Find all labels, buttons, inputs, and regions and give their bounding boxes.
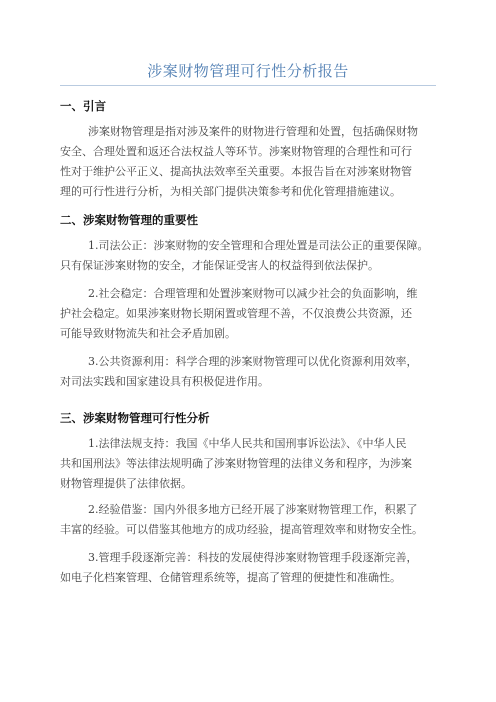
paragraph-line: 3.公共资源利用：科学合理的涉案财物管理可以优化资源利用效率，	[88, 355, 418, 368]
paragraph-line: 对司法实践和国家建设具有积极促进作用。	[60, 375, 269, 388]
paragraph-line: 3.管理手段逐渐完善：科技的发展使得涉案财物管理手段逐渐完善，	[88, 551, 418, 564]
title-divider	[60, 85, 436, 86]
paragraph-line: 1.法律法规支持：我国《中华人民共和国刑事诉讼法》、《中华人民	[88, 437, 407, 450]
paragraph-line: 可能导致财物流失和社会矛盾加剧。	[60, 327, 236, 340]
paragraph-line: 如电子化档案管理、仓储管理系统等，提高了管理的便捷性和准确性。	[60, 571, 401, 584]
paragraph-line: 2.经验借鉴：国内外很多地方已经开展了涉案财物管理工作，积累了	[88, 503, 418, 516]
paragraph-introduction	[60, 122, 440, 202]
paragraph-line: 1.司法公正：涉案财物的安全管理和合理处置是司法公正的重要保障。	[88, 239, 429, 252]
paragraph-line: 护社会稳定。如果涉案财物长期闲置或管理不善，不仅浪费公共资源，还	[60, 307, 412, 320]
paragraph-social-stability	[60, 284, 440, 344]
paragraph-line: 安全、合理处置和返还合法权益人等环节。涉案财物管理的合理性和可行	[60, 145, 412, 158]
paragraph-line: 2.社会稳定：合理管理和处置涉案财物可以减少社会的负面影响，维	[88, 287, 418, 300]
paragraph-line: 共和国刑法》等法律法规明确了涉案财物管理的法律义务和程序，为涉案	[60, 457, 412, 470]
paragraph-line: 理的可行性进行分析，为相关部门提供决策参考和优化管理措施建议。	[60, 185, 401, 198]
paragraph-line: 涉案财物管理是指对涉及案件的财物进行管理和处置，包括确保财物	[88, 125, 418, 138]
section-heading-introduction: 一、引言	[60, 99, 106, 113]
paragraph-line: 丰富的经验。可以借鉴其他地方的成功经验，提高管理效率和财物安全性。	[60, 523, 423, 536]
paragraph-judicial-fairness	[60, 236, 440, 276]
paragraph-public-resources	[60, 352, 440, 392]
paragraph-line: 只有保证涉案财物的安全，才能保证受害人的权益得到依法保护。	[60, 259, 379, 272]
paragraph-management-tools	[60, 548, 440, 588]
paragraph-line: 性对于维护公平正义、提高执法效率至关重要。本报告旨在对涉案财物管	[60, 165, 412, 178]
paragraph-experience	[60, 500, 440, 540]
section-heading-importance: 二、涉案财物管理的重要性	[60, 213, 198, 227]
paragraph-line: 财物管理提供了法律依据。	[60, 477, 192, 490]
section-heading-feasibility: 三、涉案财物管理可行性分析	[60, 411, 210, 425]
document-title: 涉案财物管理可行性分析报告	[147, 62, 349, 80]
paragraph-legal-support	[60, 434, 440, 494]
